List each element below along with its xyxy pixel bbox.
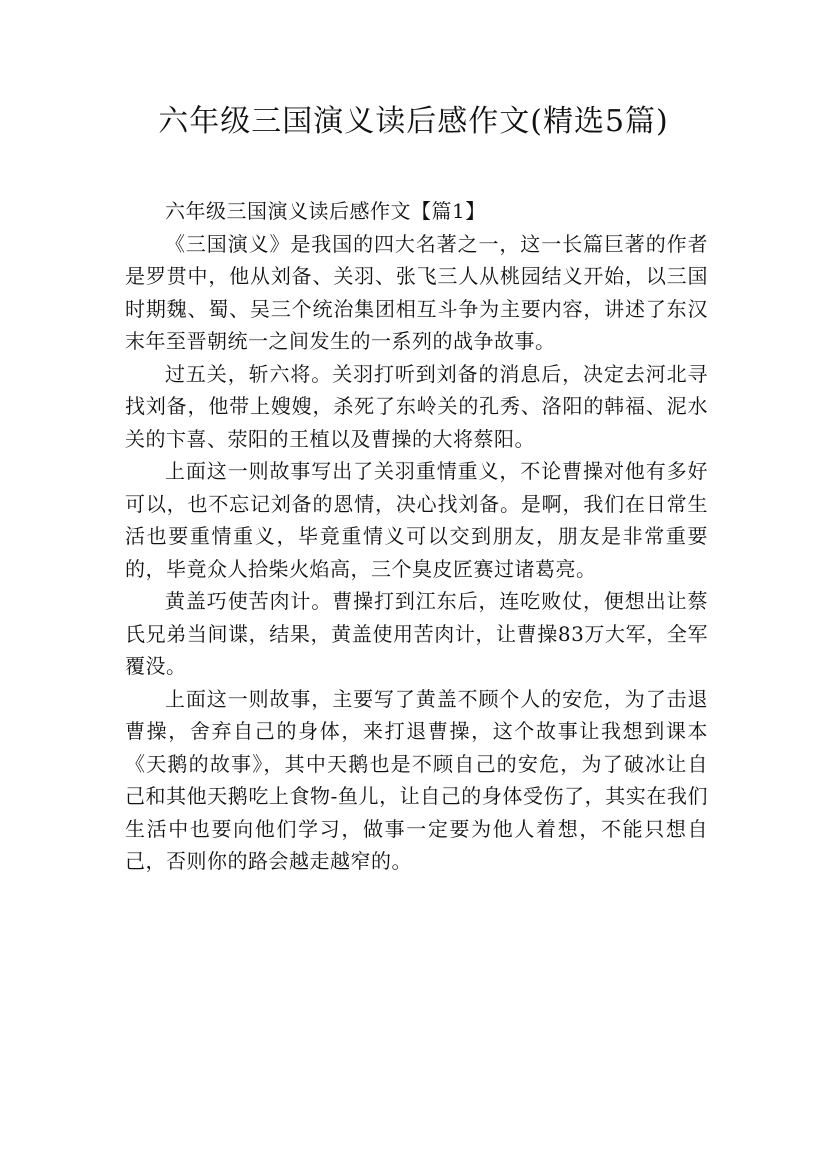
document-body xyxy=(125,195,708,878)
paragraph: 过五关，斩六将。关羽打听到刘备的消息后，决定去河北寻找刘备，他带上嫂嫂，杀死了东岭关的孔秀、洛阳的韩福、泥水关的卞喜、荥阳的王植以及曹操的大将蔡阳。 xyxy=(125,361,708,451)
paragraph: 上面这一则故事写出了关羽重情重义，不论曹操对他有多好可以，也不忘记刘备的恩情，决心找刘备。是啊，我们在日常生活也要重情重义，毕竟重情义可以交到朋友，朋友是非常重要的，毕竟众人拾柴火焰高，三个臭皮匠赛过诸葛亮。 xyxy=(125,459,708,581)
section-heading: 六年级三国演义读后感作文【篇1】 xyxy=(165,199,486,223)
paragraph: 上面这一则故事，主要写了黄盖不顾个人的安危，为了击退曹操，舍弃自己的身体，来打退曹操，这个故事让我想到课本《天鹅的故事》，其中天鹅也是不顾自己的安危，为了破冰让自己和其他天鹅吃上食物-鱼儿，让自己的身体受伤了，其实在我们生活中也要向他们学习，做事一定要为他人着想，不能只想自己，否则你的路会越走越窄的。 xyxy=(125,686,708,873)
paragraph: 黄盖巧使苦肉计。曹操打到江东后，连吃败仗，便想出让蔡氏兄弟当间谍，结果，黄盖使用苦肉计，让曹操83万大军，全军覆没。 xyxy=(125,589,708,678)
document-title: 六年级三国演义读后感作文(精选5篇) xyxy=(158,104,669,139)
paragraph: 《三国演义》是我国的四大名著之一，这一长篇巨著的作者是罗贯中，他从刘备、关羽、张飞三人从桃园结义开始，以三国时期魏、蜀、吴三个统治集团相互斗争为主要内容，讲述了东汉末年至晋朝统一之间发生的一系列的战争故事。 xyxy=(125,231,708,353)
